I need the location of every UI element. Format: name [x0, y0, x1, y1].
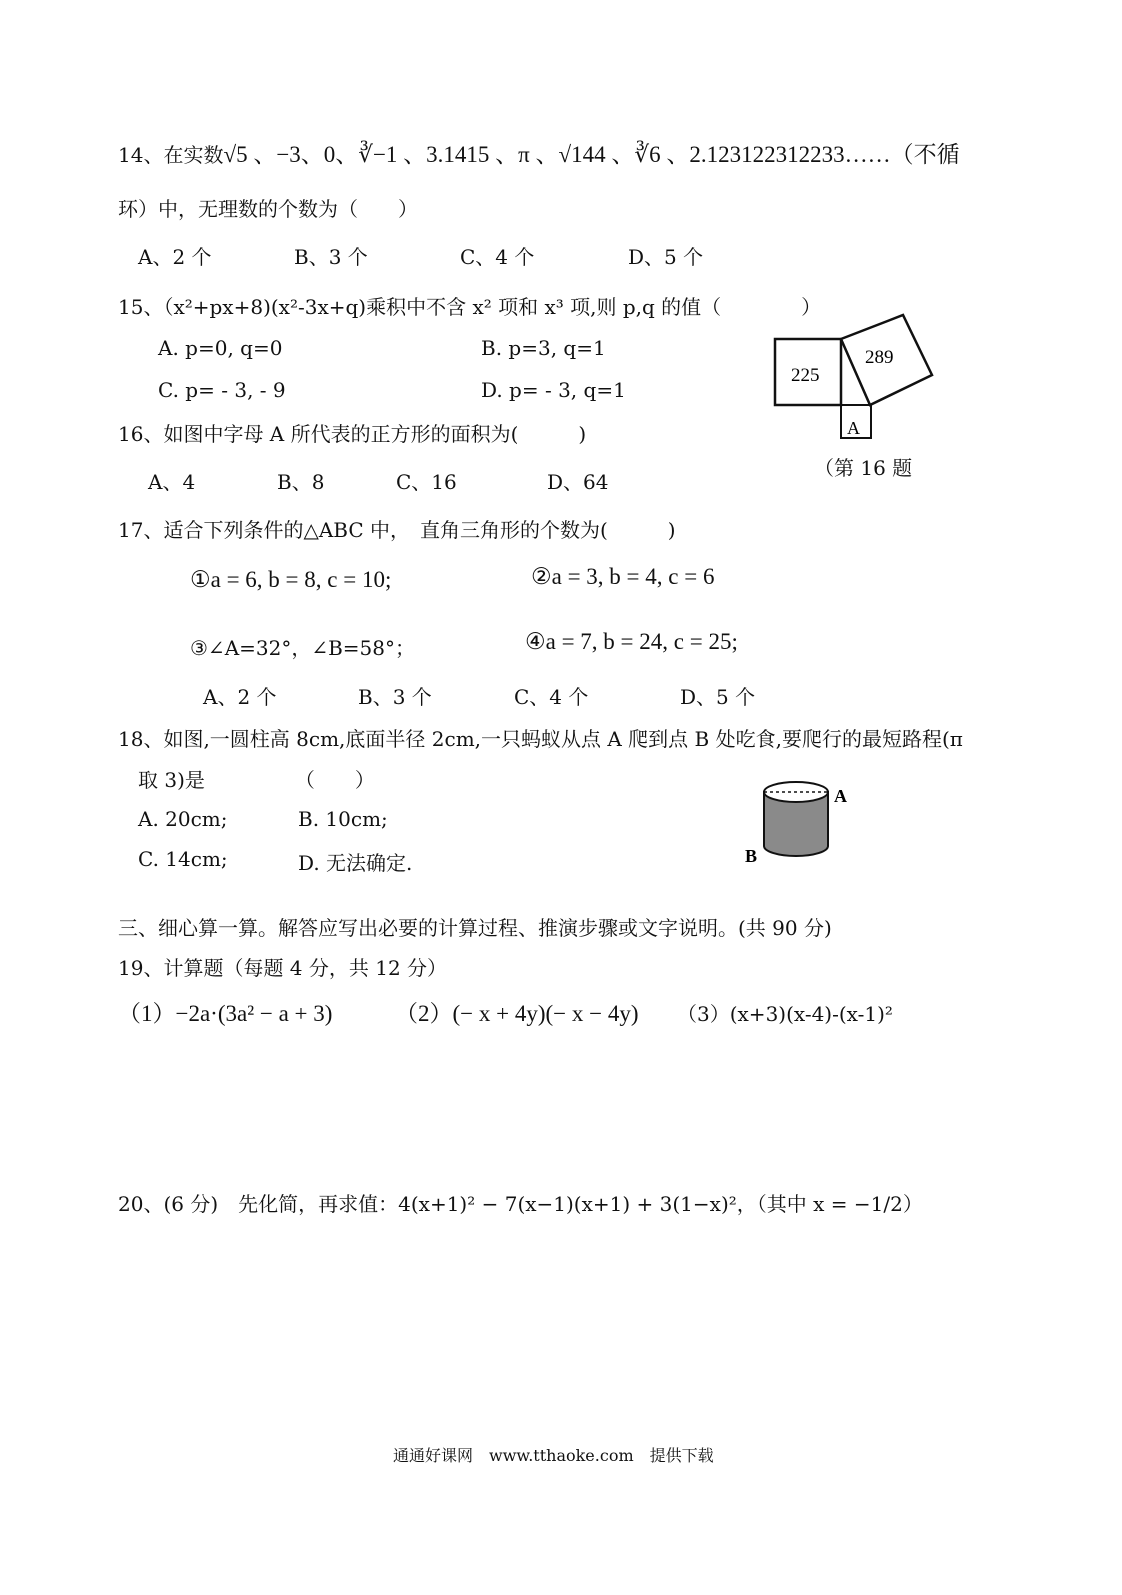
- q18-label-b: B: [745, 846, 758, 866]
- q16-figure-caption: （第 16 题: [814, 456, 913, 480]
- q14-option-b: B、3 个: [294, 245, 368, 269]
- q14-prefix: 14、在实数: [118, 143, 224, 167]
- q16-option-d: D、64: [547, 470, 609, 494]
- q14-line2: 环）中，无理数的个数为（ ）: [118, 197, 418, 221]
- q17-condition-1: ①a = 6, b = 8, c = 10;: [190, 567, 392, 592]
- q18-option-c: C. 14cm;: [138, 847, 228, 871]
- q17-condition-4: ④a = 7, b = 24, c = 25;: [525, 629, 738, 654]
- q18-option-a: A. 20cm;: [138, 807, 228, 831]
- q18-cylinder-figure: [740, 770, 860, 870]
- q16-option-a: A、4: [148, 470, 196, 494]
- q15-stem: 15、（x²+px+8)(x²-3x+q)乘积中不含 x² 项和 x³ 项,则 p,q 的值（ ）: [118, 295, 822, 319]
- q14-option-c: C、4 个: [460, 245, 535, 269]
- q16-stem: 16、如图中字母 A 所代表的正方形的面积为( ): [118, 422, 587, 446]
- q16-square-289: 289: [865, 347, 894, 368]
- q15-option-d: D. p= - 3, q=1: [481, 378, 626, 402]
- q17-condition-2: ②a = 3, b = 4, c = 6: [531, 564, 715, 589]
- q19-part-1: （1）−2a·(3a² − a + 3): [118, 1001, 333, 1026]
- q19-part-3: （3）(x+3)(x-4)-(x-1)²: [677, 1002, 893, 1026]
- q18-stem-line2: 取 3)是 （ ）: [138, 768, 375, 792]
- q17-condition-3: ③∠A=32°，∠B=58°；: [190, 636, 415, 660]
- q15-option-b: B. p=3, q=1: [481, 336, 606, 360]
- q14-option-d: D、5 个: [628, 245, 704, 269]
- q19-stem: 19、计算题（每题 4 分，共 12 分）: [118, 956, 448, 980]
- q15-option-c: C. p= - 3, - 9: [158, 378, 286, 402]
- section-3-heading: 三、细心算一算。解答应写出必要的计算过程、推演步骤或文字说明。(共 90 分): [118, 916, 832, 940]
- q20-stem: 20、(6 分) 先化简，再求值：4(x+1)² − 7(x−1)(x+1) + 3(1−x)²，（其中 x = −1/2）: [118, 1192, 923, 1216]
- q16-square-a: A: [847, 418, 860, 438]
- q19-part-2: （2）(− x + 4y)(− x − 4y): [395, 1001, 639, 1026]
- q17-option-b: B、3 个: [358, 685, 432, 709]
- q16-square-225: 225: [791, 365, 820, 386]
- q15-option-a: A. p=0, q=0: [158, 336, 283, 360]
- q17-option-d: D、5 个: [680, 685, 756, 709]
- q18-option-b: B. 10cm;: [298, 807, 388, 831]
- q17-option-c: C、4 个: [514, 685, 589, 709]
- q17-stem: 17、适合下列条件的△ABC 中， 直角三角形的个数为( ): [118, 518, 676, 542]
- q14-line1: [118, 136, 960, 169]
- q18-label-a: A: [834, 786, 847, 806]
- q14-numbers: √5 、−3、0、∛−1 、3.1415 、π 、√144 、∛6 、2.123122312233……（不循: [223, 142, 960, 167]
- q16-option-c: C、16: [396, 470, 457, 494]
- page-footer: 通通好课网 www.tthaoke.com 提供下载: [393, 1446, 714, 1465]
- q14-option-a: A、2 个: [138, 245, 212, 269]
- q17-option-a: A、2 个: [203, 685, 277, 709]
- q16-option-b: B、8: [277, 470, 325, 494]
- q18-stem-line1: 18、如图,一圆柱高 8cm,底面半径 2cm,一只蚂蚁从点 A 爬到点 B 处吃食,要爬行的最短路程(π: [118, 727, 963, 751]
- q18-option-d: D. 无法确定.: [298, 851, 413, 875]
